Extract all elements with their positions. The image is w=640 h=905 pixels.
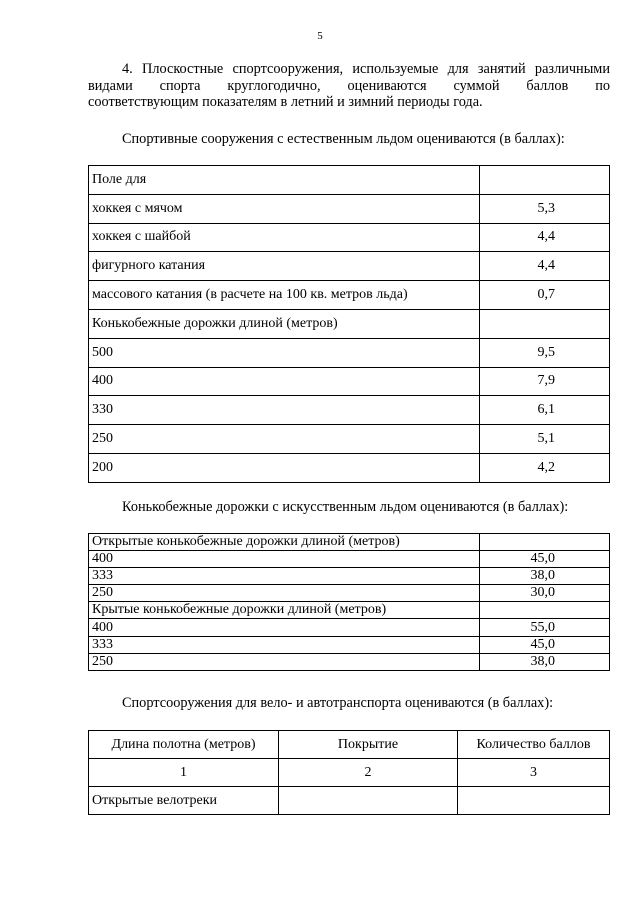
intro-paragraph (88, 61, 610, 111)
intro-line-1: 4. Плоскостные спортсооружения, используемые для занятий различными (122, 61, 610, 77)
artificial-ice-table (88, 533, 610, 671)
row-value (480, 166, 610, 195)
row-name: Крытые конькобежные дорожки длиной (метров) (89, 602, 480, 619)
table-row (89, 166, 610, 195)
row-name: фигурного катания (89, 252, 480, 281)
column-number: 3 (458, 759, 610, 787)
table-row (89, 787, 610, 815)
table-row (89, 551, 610, 568)
row-points (458, 787, 610, 815)
row-name: массового катания (в расчете на 100 кв. метров льда) (89, 281, 480, 310)
natural-ice-heading: Спортивные сооружения с естественным льдом оцениваются (в баллах): (122, 131, 565, 147)
row-name: хоккея с мячом (89, 194, 480, 223)
row-name: Конькобежные дорожки длиной (метров) (89, 309, 480, 338)
row-name: Поле для (89, 166, 480, 195)
row-value: 55,0 (480, 619, 610, 636)
table-row (89, 653, 610, 670)
table-row (89, 338, 610, 367)
row-name: 250 (89, 653, 480, 670)
row-name: Открытые велотреки (89, 787, 279, 815)
row-value: 4,4 (480, 223, 610, 252)
row-value (480, 309, 610, 338)
column-header-points: Количество баллов (458, 731, 610, 759)
table-row (89, 636, 610, 653)
row-name: 400 (89, 619, 480, 636)
table-row (89, 619, 610, 636)
table-row (89, 252, 610, 281)
row-value: 45,0 (480, 636, 610, 653)
intro-line-3: соответствующим показателям в летний и зимний периоды года. (88, 94, 483, 110)
row-name: 333 (89, 568, 480, 585)
row-value: 0,7 (480, 281, 610, 310)
row-value: 5,3 (480, 194, 610, 223)
row-name: 200 (89, 453, 480, 482)
row-name: 500 (89, 338, 480, 367)
table-row (89, 309, 610, 338)
row-name: 400 (89, 551, 480, 568)
artificial-ice-heading: Конькобежные дорожки с искусственным льдом оцениваются (в баллах): (122, 499, 569, 515)
transport-header-row (89, 731, 610, 759)
row-value: 30,0 (480, 585, 610, 602)
transport-heading: Спортсооружения для вело- и автотранспорта оцениваются (в баллах): (122, 695, 554, 711)
transport-numbering-row (89, 759, 610, 787)
table-row (89, 602, 610, 619)
row-value: 45,0 (480, 551, 610, 568)
table-row (89, 568, 610, 585)
row-value: 6,1 (480, 396, 610, 425)
column-number: 1 (89, 759, 279, 787)
row-name: хоккея с шайбой (89, 223, 480, 252)
row-name: 250 (89, 585, 480, 602)
row-surface (279, 787, 458, 815)
table-row (89, 281, 610, 310)
row-value: 38,0 (480, 653, 610, 670)
row-value (480, 602, 610, 619)
row-name: 330 (89, 396, 480, 425)
row-name: Открытые конькобежные дорожки длиной (метров) (89, 534, 480, 551)
table-row (89, 194, 610, 223)
row-value: 5,1 (480, 425, 610, 454)
table-row (89, 367, 610, 396)
row-name: 400 (89, 367, 480, 396)
page-number: 5 (317, 30, 323, 42)
intro-line-2: видами спорта круглогодично, оцениваются суммой баллов по (88, 77, 610, 94)
table-row (89, 585, 610, 602)
column-header-surface: Покрытие (279, 731, 458, 759)
table-row (89, 534, 610, 551)
row-value: 38,0 (480, 568, 610, 585)
row-value: 4,4 (480, 252, 610, 281)
row-value: 9,5 (480, 338, 610, 367)
row-value: 7,9 (480, 367, 610, 396)
transport-table (88, 730, 610, 815)
row-value (480, 534, 610, 551)
row-name: 333 (89, 636, 480, 653)
table-row (89, 453, 610, 482)
column-header-length: Длина полотна (метров) (89, 731, 279, 759)
column-number: 2 (279, 759, 458, 787)
table-row (89, 223, 610, 252)
row-name: 250 (89, 425, 480, 454)
natural-ice-table (88, 165, 610, 483)
table-row (89, 396, 610, 425)
table-row (89, 425, 610, 454)
row-value: 4,2 (480, 453, 610, 482)
